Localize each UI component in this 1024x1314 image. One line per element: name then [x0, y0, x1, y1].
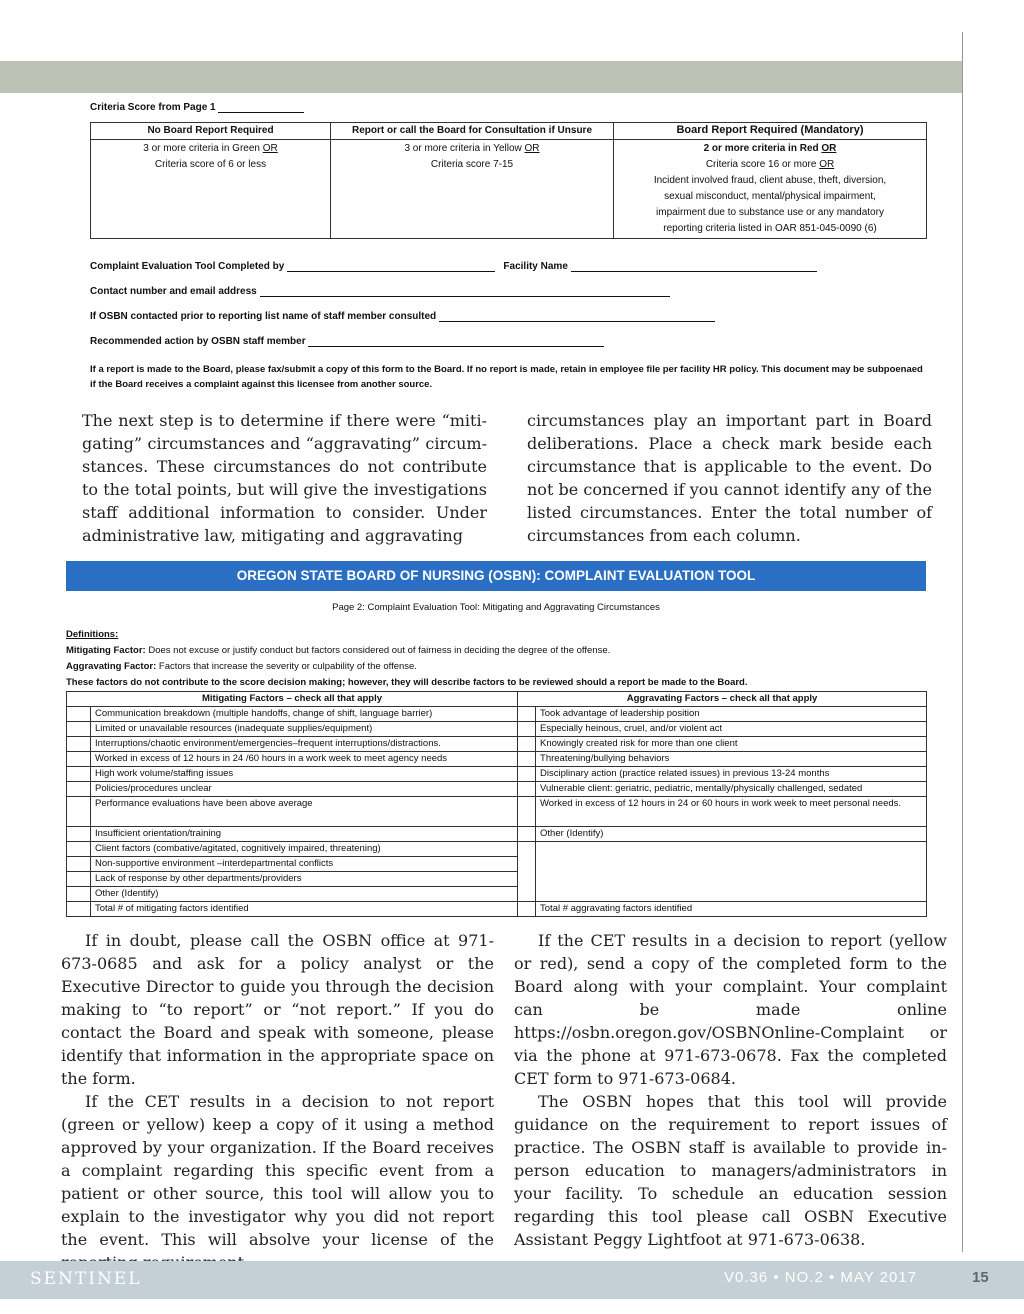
facility-blank[interactable]	[571, 261, 817, 272]
criteria-form	[90, 102, 930, 392]
completed-by-label: Complaint Evaluation Tool Completed by	[90, 261, 285, 272]
checkbox[interactable]	[518, 722, 536, 737]
mitigating-item: Lack of response by other departments/providers	[91, 872, 518, 887]
mitigating-header: Mitigating Factors – check all that apply	[67, 692, 518, 707]
checkbox[interactable]	[67, 827, 91, 842]
total-box[interactable]	[67, 902, 91, 917]
checkbox[interactable]	[67, 782, 91, 797]
mitigating-item: Worked in excess of 12 hours in 24 /60 hours in a work week to meet agency needs	[91, 752, 518, 767]
article-col-right-top	[527, 409, 932, 547]
checkbox[interactable]	[67, 767, 91, 782]
margin-rule	[962, 32, 963, 1252]
mitigating-term: Mitigating Factor:	[66, 645, 146, 656]
criteria-table	[90, 122, 927, 239]
aggravating-item	[536, 842, 927, 857]
consulted-label: If OSBN contacted prior to reporting list name of staff member consulted	[90, 311, 437, 322]
col-body-mandatory	[614, 140, 927, 239]
definitions-label: Definitions:	[66, 629, 119, 640]
crit-or: OR	[262, 143, 278, 154]
aggravating-item	[536, 872, 927, 887]
contact-field[interactable]	[90, 286, 930, 311]
col-header-mandatory: Board Report Required (Mandatory)	[614, 123, 927, 140]
aggravating-def: Factors that increase the severity or culpability of the offense.	[156, 661, 417, 672]
form-note: If a report is made to the Board, please fax/submit a copy of this form to the Board. If no report is made, retain in employee file per facility HR policy. This document may be subpoenaed if the Board receives a complaint against this licensee from another source.	[90, 364, 923, 390]
checkbox[interactable]	[518, 767, 536, 782]
paragraph: circumstances play an important part in Board deliberations. Place a check mark beside each circumstance that is applicable to the event. Do not be concerned if you cannot identify any of the listed circumstances. Enter the total number of circumstances from each column.	[527, 411, 932, 545]
score-label: Criteria Score from Page 1	[90, 102, 216, 113]
mitigating-item: High work volume/staffing issues	[91, 767, 518, 782]
checkbox[interactable]	[67, 842, 91, 857]
checkbox	[518, 887, 536, 902]
completed-by-blank[interactable]	[287, 261, 495, 272]
mitigating-item: Interruptions/chaotic environment/emergencies–frequent interruptions/distractions.	[91, 737, 518, 752]
paragraph: If the CET results in a decision to not report (green or yellow) keep a copy of it using a method approved by your organization. If the Board receives a complaint regarding this specific event from a patient or other source, this tool will allow you to explain to the investigator why you did not report the event. This will absolve your license of the	[61, 1092, 494, 1249]
cet-banner: OREGON STATE BOARD OF NURSING (OSBN): COMPLAINT EVALUATION TOOL	[66, 561, 926, 591]
col-header-no-report: No Board Report Required	[91, 123, 331, 140]
paragraph: The next step is to determine if there were “miti-gating” circumstances and “aggravating” circum-stances. These circumstances do not contribute to the total points, but will give the investigations staff additional information to consider. Under administrative law, mitigating and aggravating	[82, 411, 487, 545]
mitigating-item: Non-supportive environment –interdepartmental conflicts	[91, 857, 518, 872]
crit-line: 3 or more criteria in Yellow	[404, 143, 525, 154]
aggravating-item: Disciplinary action (practice related issues) in previous 13-24 months	[536, 767, 927, 782]
header-band	[0, 61, 962, 93]
aggravating-item: Especially heinous, cruel, and/or violent act	[536, 722, 927, 737]
col-body-no-report	[91, 140, 331, 239]
page-number: 15	[972, 1269, 989, 1286]
checkbox[interactable]	[67, 797, 91, 827]
aggravating-item: Vulnerable client: geriatric, pediatric, mentally/physically challenged, sedated	[536, 782, 927, 797]
mitigating-item: Communication breakdown (multiple handoffs, change of shift, language barrier)	[91, 707, 518, 722]
checkbox[interactable]	[67, 872, 91, 887]
mitigating-item: Other (Identify)	[91, 887, 518, 902]
checkbox	[518, 842, 536, 857]
crit-line: impairment due to substance use or any mandatory	[656, 207, 884, 218]
paragraph: If the CET results in a decision to report (yellow or red), send a copy of the completed form to the Board along with your complaint. Your complaint can be made online https://osbn.oregon.gov/OSBNOnline-Complaint or via the phone at 971-673-0678. Fax the completed CET form to 971-673-0684.	[514, 931, 947, 1088]
checkbox[interactable]	[67, 752, 91, 767]
total-box[interactable]	[518, 902, 536, 917]
mitigating-item: Insufficient orientation/training	[91, 827, 518, 842]
contact-label: Contact number and email address	[90, 286, 257, 297]
factors-note: These factors do not contribute to the score decision making; however, they will describe factors to be reviewed should a report be made to the Board.	[66, 677, 748, 688]
recommended-field[interactable]	[90, 336, 930, 361]
article-col-left-bottom	[61, 929, 494, 1274]
mitigating-item: Performance evaluations have been above average	[91, 797, 518, 827]
aggravating-item: Took advantage of leadership position	[536, 707, 927, 722]
crit-line: Incident involved fraud, client abuse, theft, diversion,	[653, 175, 887, 186]
consulted-blank[interactable]	[439, 311, 715, 322]
contact-blank[interactable]	[260, 286, 670, 297]
recommended-blank[interactable]	[308, 336, 604, 347]
crit-line: 3 or more criteria in Green	[143, 143, 263, 154]
checkbox[interactable]	[67, 707, 91, 722]
aggravating-item: Other (Identify)	[536, 827, 927, 842]
crit-or: OR	[821, 143, 837, 154]
checkbox	[518, 872, 536, 887]
aggravating-item	[536, 887, 927, 902]
checkbox[interactable]	[518, 827, 536, 842]
crit-or: OR	[819, 159, 835, 170]
checkbox[interactable]	[67, 857, 91, 872]
aggravating-header: Aggravating Factors – check all that apply	[518, 692, 927, 707]
checkbox[interactable]	[518, 752, 536, 767]
col-body-consult	[331, 140, 614, 239]
mitigating-total: Total # of mitigating factors identified	[91, 902, 518, 917]
mitigating-def: Does not excuse or justify conduct but factors considered out of fairness in deciding the degree of the offense.	[145, 645, 611, 656]
form-fields	[90, 261, 930, 361]
article-col-left-top	[82, 409, 487, 547]
aggravating-item: Worked in excess of 12 hours in 24 or 60 hours in work week to meet personal needs.	[536, 797, 927, 827]
checkbox[interactable]	[67, 722, 91, 737]
factors-table	[66, 691, 927, 917]
aggravating-item	[536, 857, 927, 872]
checkbox[interactable]	[518, 797, 536, 827]
mitigating-item: Limited or unavailable resources (inadequate supplies/equipment)	[91, 722, 518, 737]
crit-line: 2 or more criteria in Red	[703, 143, 822, 154]
crit-line: Criteria score of 6 or less	[154, 159, 267, 170]
crit-line: reporting criteria listed in OAR 851-045-0090 (6)	[663, 223, 877, 234]
col-header-consult: Report or call the Board for Consultation if Unsure	[331, 123, 614, 140]
aggravating-item: Knowingly created risk for more than one client	[536, 737, 927, 752]
checkbox[interactable]	[518, 707, 536, 722]
definitions	[66, 627, 926, 691]
checkbox[interactable]	[518, 737, 536, 752]
consulted-field[interactable]	[90, 311, 930, 336]
aggravating-total: Total # aggravating factors identified	[536, 902, 927, 917]
paragraph: The OSBN hopes that this tool will provide guidance on the requirement to report issues of practice. The OSBN staff is available to provide in-person education to managers/administrators in your facility. To schedule an education session regarding this tool please call OSBN Executive Assistant Peggy Lightfoot at 971-673-0638.	[514, 1092, 947, 1249]
crit-line: Criteria score 16 or more	[705, 159, 820, 170]
crit-line: Criteria score 7-15	[430, 159, 514, 170]
checkbox	[518, 857, 536, 872]
factors-form	[66, 602, 926, 917]
paragraph: If in doubt, please call the OSBN office at 971-673-0685 and ask for a policy analyst or the Executive Director to guide you through the decision making to “to report” or “not report.” If you do contact the Board and speak with someone, please identify that information in the appropriate space on the form.	[61, 931, 494, 1088]
aggravating-term: Aggravating Factor:	[66, 661, 157, 672]
publication-name: SENTINEL	[30, 1269, 142, 1289]
checkbox[interactable]	[67, 887, 91, 902]
recommended-label: Recommended action by OSBN staff member	[90, 336, 306, 347]
article-col-right-bottom	[514, 929, 947, 1251]
mitigating-item: Client factors (combative/agitated, cognitively impaired, threatening)	[91, 842, 518, 857]
checkbox[interactable]	[67, 737, 91, 752]
completed-by-field[interactable]	[90, 261, 930, 286]
score-line	[90, 102, 930, 113]
mitigating-item: Policies/procedures unclear	[91, 782, 518, 797]
facility-label: Facility Name	[503, 261, 568, 272]
issue-info: V0.36 • NO.2 • MAY 2017	[724, 1269, 918, 1286]
aggravating-item: Threatening/bullying behaviors	[536, 752, 927, 767]
checkbox[interactable]	[518, 782, 536, 797]
page2-title: Page 2: Complaint Evaluation Tool: Mitigating and Aggravating Circumstances	[332, 602, 660, 613]
crit-line: sexual misconduct, mental/physical impairment,	[664, 191, 876, 202]
score-blank	[218, 102, 304, 113]
crit-or: OR	[524, 143, 540, 154]
